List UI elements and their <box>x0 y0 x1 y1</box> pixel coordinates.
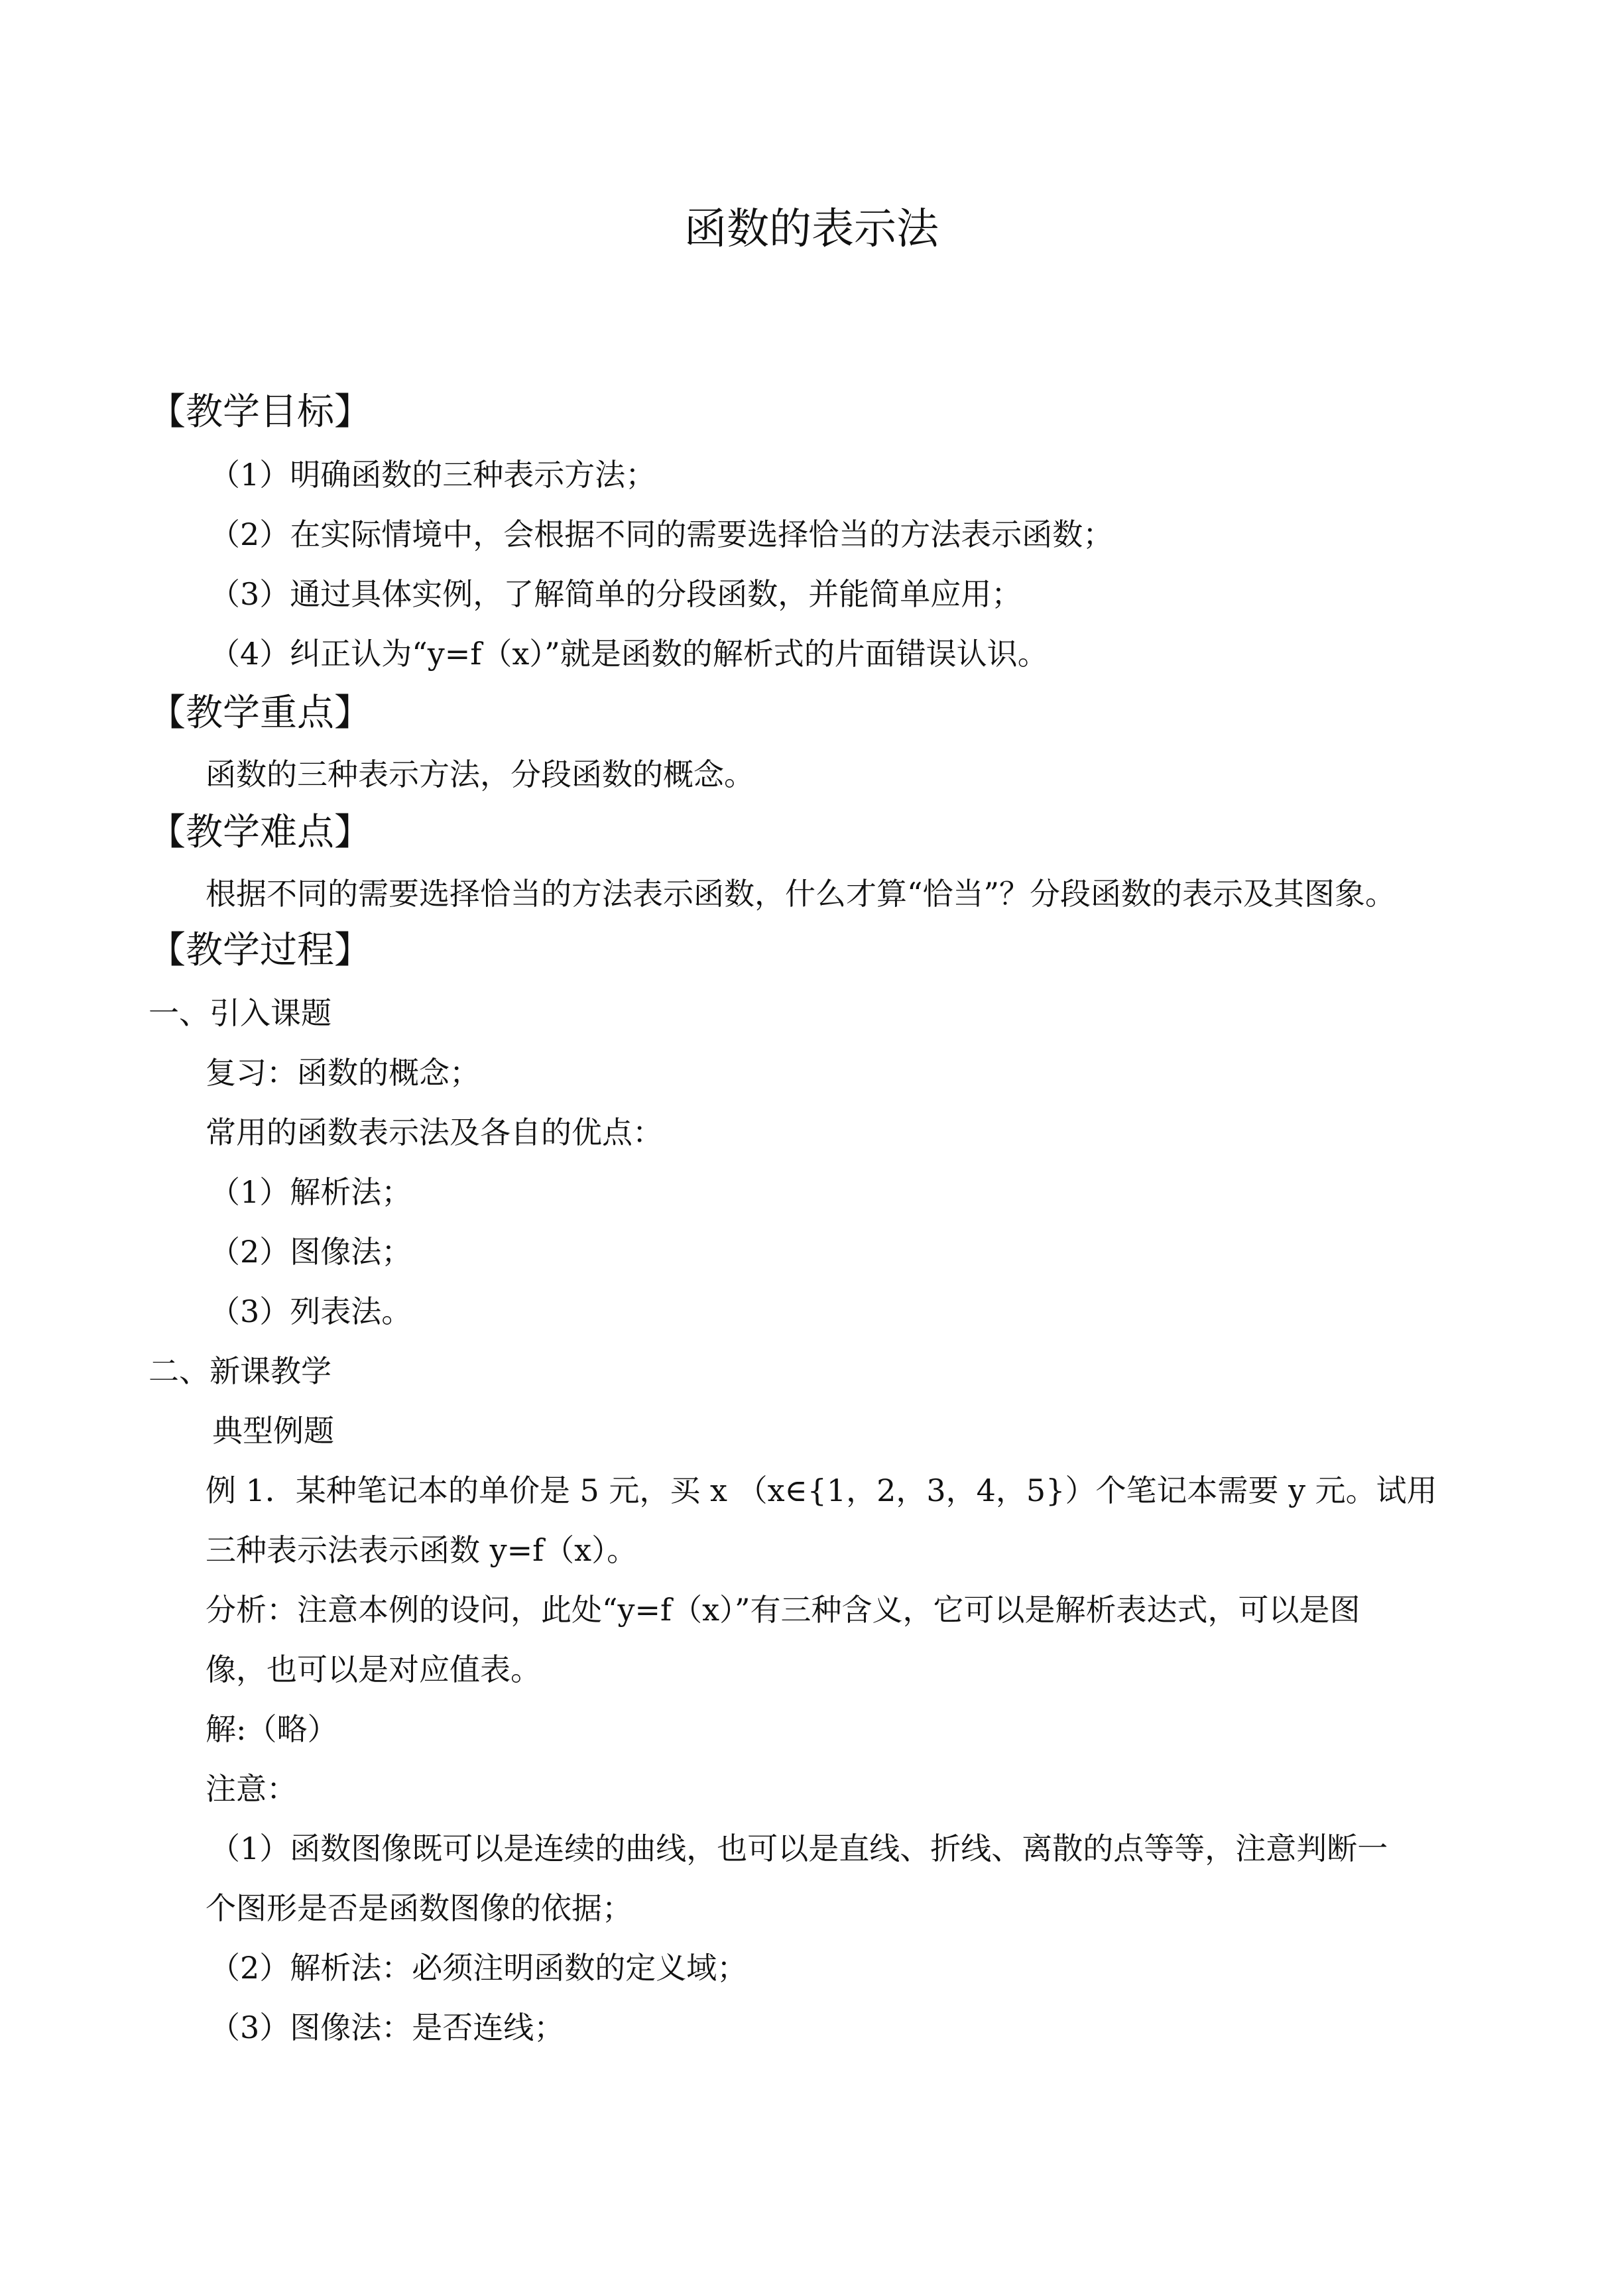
note-heading: 注意： <box>206 1771 297 1807</box>
objective-item: （4）纠正认为“y=f（x）”就是函数的解析式的片面错误认识。 <box>210 636 1048 672</box>
analysis-text: 分析：注意本例的设问，此处“y=f（x）”有三种含义，它可以是解析表达式，可以是图 <box>206 1592 1360 1628</box>
solution-text: 解:（略） <box>206 1711 338 1747</box>
key-points-text: 函数的三种表示方法，分段函数的概念。 <box>206 756 754 792</box>
note-item: （2）解析法：必须注明函数的定义域； <box>210 1950 748 1986</box>
example-1-text: 例 1．某种笔记本的单价是 5 元，买 x （x∈{1，2，3，4，5}）个笔记本需要 y 元。试用 <box>206 1473 1437 1508</box>
section-heading-key-points: 【教学重点】 <box>149 692 371 735</box>
objective-item: （3）通过具体实例，了解简单的分段函数，并能简单应用； <box>210 576 1022 612</box>
difficulties-text: 根据不同的需要选择恰当的方法表示函数，什么才算“恰当”？分段函数的表示及其图象。 <box>206 876 1396 912</box>
objective-item: （1）明确函数的三种表示方法； <box>210 457 656 493</box>
method-item: （2）图像法； <box>210 1234 412 1270</box>
part-heading-new-lesson: 二、新课教学 <box>149 1353 331 1389</box>
subheading-examples: 典型例题 <box>212 1413 334 1449</box>
part-heading-introduction: 一、引入课题 <box>149 995 331 1031</box>
review-text: 复习：函数的概念； <box>206 1055 480 1091</box>
section-heading-difficulties: 【教学难点】 <box>149 811 371 854</box>
objective-item: （2）在实际情境中，会根据不同的需要选择恰当的方法表示函数； <box>210 516 1114 552</box>
method-item: （1）解析法； <box>210 1174 412 1210</box>
methods-intro-text: 常用的函数表示法及各自的优点： <box>206 1115 663 1150</box>
method-item: （3）列表法。 <box>210 1294 412 1329</box>
page-title: 函数的表示法 <box>684 205 939 254</box>
note-item: （3）图像法：是否连线； <box>210 2010 565 2045</box>
section-heading-process: 【教学过程】 <box>149 929 371 972</box>
section-heading-objectives: 【教学目标】 <box>149 391 371 434</box>
note-item-continued: 个图形是否是函数图像的依据； <box>206 1890 632 1926</box>
example-1-text-continued: 三种表示法表示函数 y=f（x）。 <box>206 1532 638 1568</box>
analysis-text-continued: 像，也可以是对应值表。 <box>206 1652 541 1687</box>
note-item: （1）函数图像既可以是连续的曲线，也可以是直线、折线、离散的点等等，注意判断一 <box>210 1831 1388 1866</box>
